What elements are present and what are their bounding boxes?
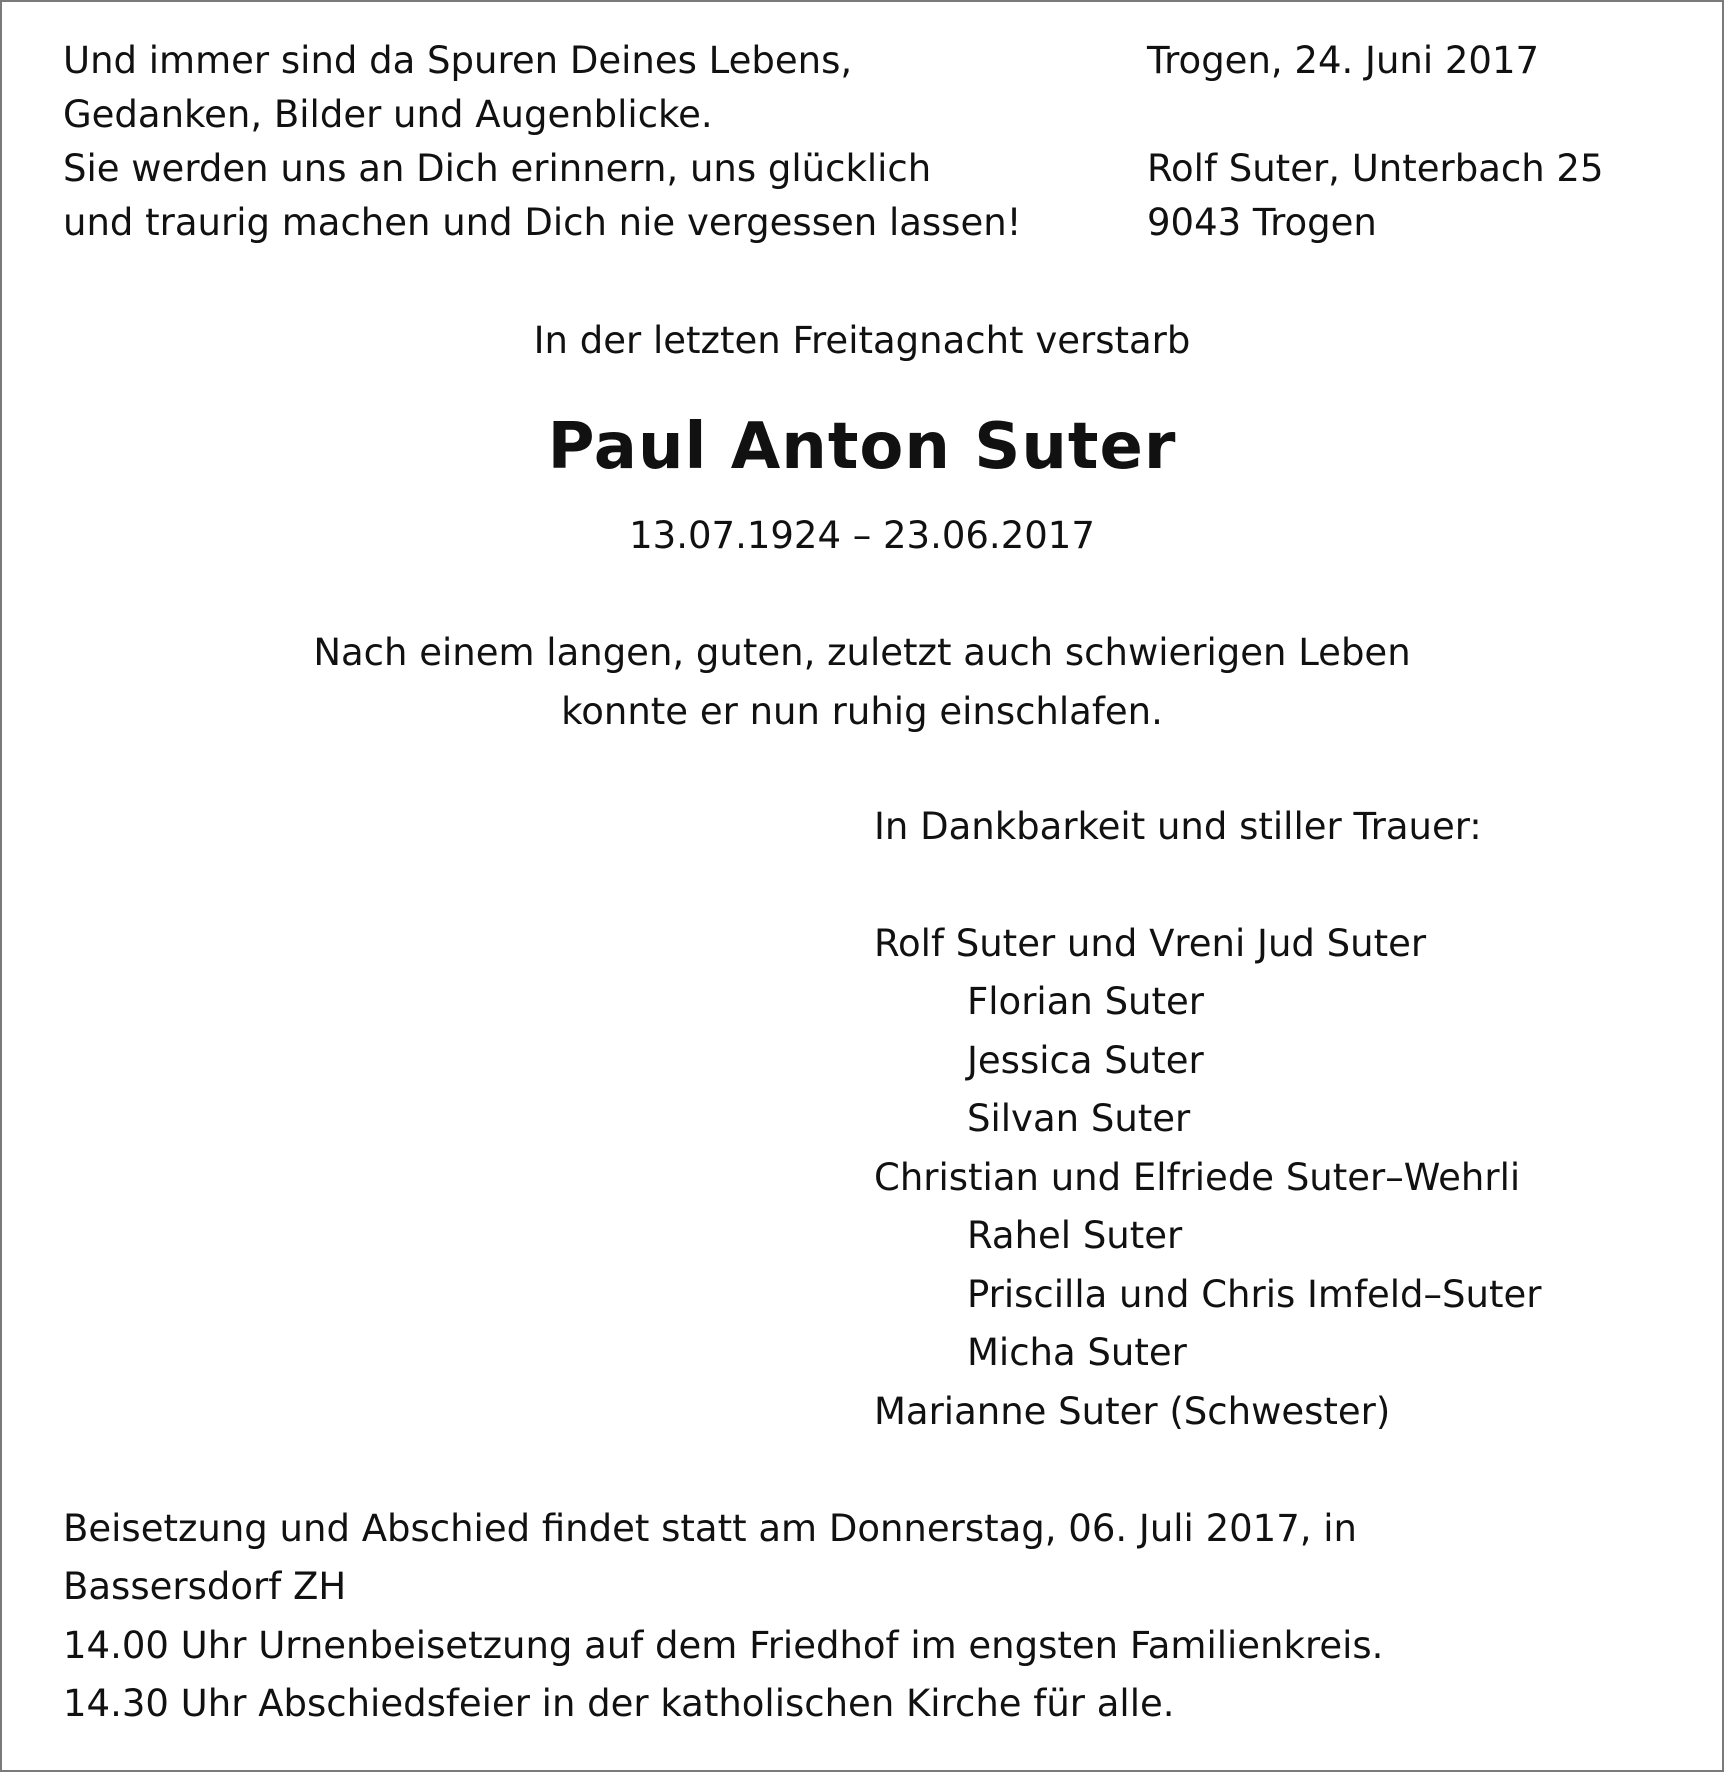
place-date: Trogen, 24. Juni 2017 — [1147, 39, 1540, 82]
intro-text: In der letzten Freitagnacht verstarb — [533, 319, 1191, 362]
family-member: Marianne Suter (Schwester) — [874, 1390, 1391, 1433]
poem-line: Und immer sind da Spuren Deines Lebens, — [63, 39, 853, 82]
address-line: 9043 Trogen — [1147, 201, 1377, 244]
family-member: Christian und Elfriede Suter–Wehrli — [874, 1156, 1521, 1199]
family-member: Jessica Suter — [967, 1039, 1204, 1082]
family-member: Rahel Suter — [967, 1214, 1183, 1257]
family-member: Florian Suter — [967, 980, 1204, 1023]
service-line: Beisetzung und Abschied findet statt am Donnerstag, 06. Juli 2017, in — [63, 1507, 1358, 1550]
service-line: Bassersdorf ZH — [63, 1565, 347, 1608]
family-member: Priscilla und Chris Imfeld–Suter — [967, 1273, 1542, 1316]
service-line: 14.00 Uhr Urnenbeisetzung auf dem Friedhof im engsten Familienkreis. — [63, 1624, 1384, 1667]
family-member: Silvan Suter — [967, 1097, 1191, 1140]
deceased-name: Paul Anton Suter — [547, 410, 1177, 484]
service-line: 14.30 Uhr Abschiedsfeier in der katholischen Kirche für alle. — [63, 1682, 1175, 1725]
address-line: Rolf Suter, Unterbach 25 — [1147, 147, 1604, 190]
mourning-heading: In Dankbarkeit und stiller Trauer: — [874, 805, 1482, 848]
message-line: Nach einem langen, guten, zuletzt auch schwierigen Leben — [313, 631, 1411, 674]
family-member: Rolf Suter und Vreni Jud Suter — [874, 922, 1427, 965]
poem-line: Gedanken, Bilder und Augenblicke. — [63, 93, 713, 136]
message-line: konnte er nun ruhig einschlafen. — [561, 690, 1163, 733]
poem-line: und traurig machen und Dich nie vergessen lassen! — [63, 201, 1022, 244]
life-dates: 13.07.1924 – 23.06.2017 — [629, 514, 1095, 557]
poem-line: Sie werden uns an Dich erinnern, uns glücklich — [63, 147, 932, 190]
family-member: Micha Suter — [967, 1331, 1187, 1374]
